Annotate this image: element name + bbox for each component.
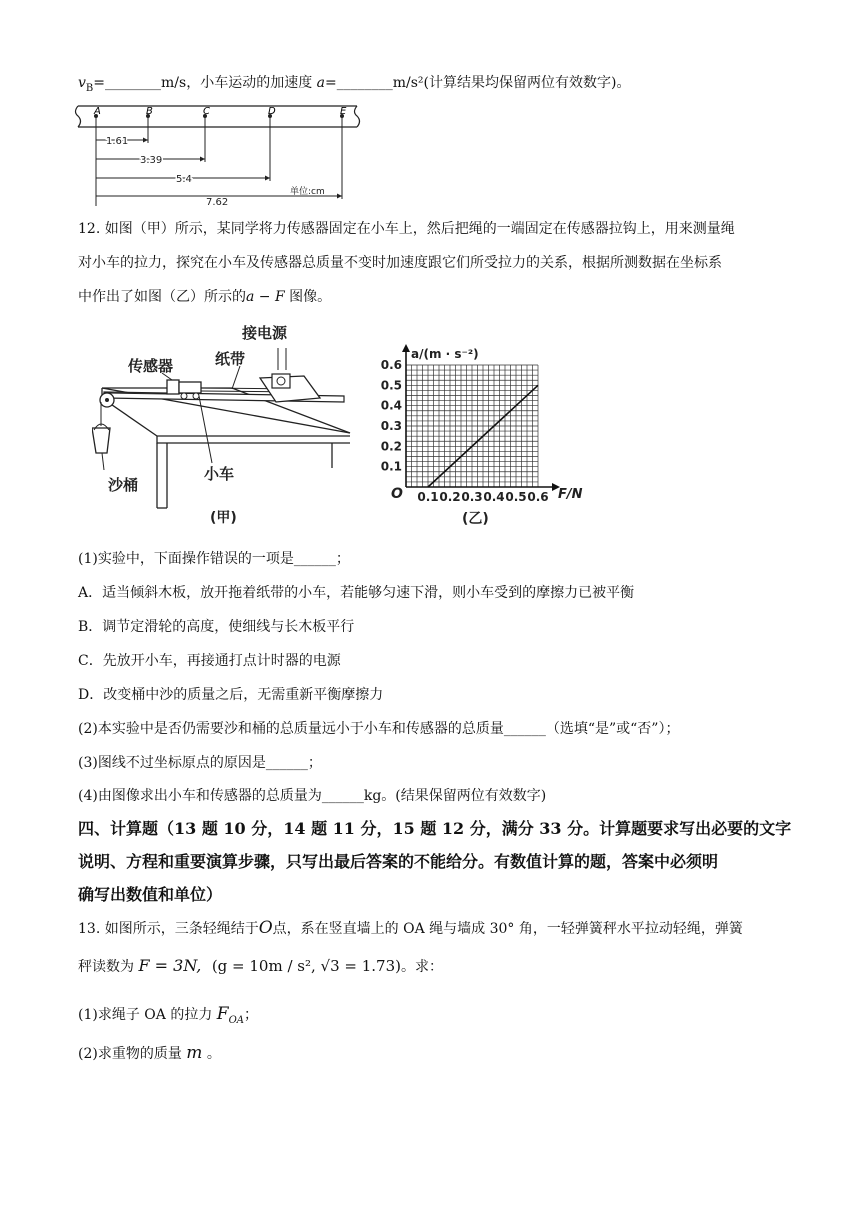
q13-line-2-end: 。求： xyxy=(401,959,443,975)
graph-grid xyxy=(406,365,538,487)
q13-part-1-end: ； xyxy=(244,1007,258,1023)
q12-line-3-end: 图像。 xyxy=(284,289,332,305)
section-4-heading-line-3: 确写出数值和单位） xyxy=(78,885,223,904)
caption-jia: (甲) xyxy=(210,510,237,526)
tape-dots xyxy=(94,114,344,118)
given-constants: (g = 10m / s², √3 = 1.73) xyxy=(211,957,401,975)
q13-part-2-end: 。 xyxy=(202,1046,221,1062)
a-symbol: a xyxy=(316,75,325,91)
tape-label-c: C xyxy=(203,106,210,117)
q12-line-3-text: 中作出了如图（乙）所示的 xyxy=(78,289,246,305)
q12-option-c: C．先放开小车，再接通打点计时器的电源 xyxy=(78,653,341,669)
q12-line-2: 对小车的拉力，探究在小车及传感器总质量不变时加速度跟它们所受拉力的关系，根据所测数据在坐标系 xyxy=(78,255,722,271)
y-tick-label: 0.4 xyxy=(380,398,402,413)
tape-label-a: A xyxy=(94,106,101,117)
point-o-symbol: O xyxy=(258,918,273,938)
apparatus-figure xyxy=(92,318,362,528)
label-tape: 纸带 xyxy=(215,350,246,368)
section-4-heading-line-2: 说明、方程和重要演算步骤，只写出最后答案的不能给分。有数值计算的题，答案中必须明 xyxy=(78,852,719,871)
a-f-graph xyxy=(378,340,600,528)
vb-symbol: v xyxy=(78,75,86,91)
q13-part-1 xyxy=(78,1004,258,1031)
tape-distance-2: 3.39 xyxy=(140,155,163,166)
q12-line-3 xyxy=(78,287,331,307)
q13-part-2 xyxy=(78,1043,221,1064)
x-tick-label: 0.6 xyxy=(527,490,549,504)
x-tick-label: 0.2 xyxy=(439,490,461,504)
q12-part-1: (1)实验中，下面操作错误的一项是______； xyxy=(78,551,350,567)
section-4-heading-line-1: 四、计算题（13 题 10 分，14 题 11 分，15 题 12 分，满分 33 分。计算题要求写出必要的文字 xyxy=(78,819,792,838)
y-tick-label: 0.1 xyxy=(380,459,402,474)
x-tick-label: 0.1 xyxy=(417,490,439,504)
graph-axes xyxy=(402,344,560,491)
label-cart: 小车 xyxy=(204,465,235,483)
paper-tape-figure xyxy=(72,102,372,208)
tape-label-e: E xyxy=(340,106,347,117)
tape-label-b: B xyxy=(146,106,153,117)
graph-origin-label: O xyxy=(391,486,403,502)
tape-distance-4: 7.62 xyxy=(206,197,229,208)
q12-part-4: (4)由图像求出小车和传感器的总质量为______kg。(结果保留两位有效数字) xyxy=(78,788,547,804)
q12-line-1: 12. 如图（甲）所示，某同学将力传感器固定在小车上，然后把绳的一端固定在传感器拉钩上，用来测量绳 xyxy=(78,221,735,237)
f-oa-symbol: F xyxy=(216,1004,229,1024)
x-tick-label: 0.3 xyxy=(461,490,483,504)
f-oa-subscript: OA xyxy=(228,1014,244,1026)
graph-y-axis-label: a/(m · s⁻²) xyxy=(411,347,479,361)
force-equation: F = 3N, xyxy=(138,956,202,975)
label-power: 接电源 xyxy=(242,324,288,342)
tape-label-d: D xyxy=(268,106,276,117)
label-sensor: 传感器 xyxy=(128,357,174,375)
q13-line-1-text: 13. 如图所示，三条轻绳结于 xyxy=(78,921,259,937)
q12-part-2: (2)本实验中是否仍需要沙和桶的总质量远小于小车和传感器的总质量______（选填“是”或“否”）； xyxy=(78,721,680,737)
tape-unit: 单位:cm xyxy=(290,187,325,197)
q11-mid-text: =________m/s，小车运动的加速度 xyxy=(93,75,317,91)
y-tick-label: 0.3 xyxy=(380,419,402,433)
vb-subscript: B xyxy=(85,82,94,94)
q13-line-2 xyxy=(78,956,443,977)
q12-part-3: (3)图线不过坐标原点的原因是______； xyxy=(78,755,322,771)
q12-option-a: A．适当倾斜木板，放开拖着纸带的小车，若能够匀速下滑，则小车受到的摩擦力已被平衡 xyxy=(78,585,635,601)
q11-suffix-text: =________m/s²(计算结果均保留两位有效数字)。 xyxy=(325,75,631,91)
y-tick-label: 0.6 xyxy=(380,358,402,372)
mass-symbol: m xyxy=(186,1043,203,1063)
x-tick-label: 0.4 xyxy=(483,490,505,504)
q13-part-2-text: (2)求重物的质量 xyxy=(78,1046,187,1062)
y-tick-label: 0.2 xyxy=(380,439,402,454)
a-f-symbol: a − F xyxy=(246,289,285,305)
graph-x-axis-label: F/N xyxy=(558,487,583,502)
q12-option-b: B．调节定滑轮的高度，使细线与长木板平行 xyxy=(78,619,355,635)
label-bucket: 沙桶 xyxy=(108,476,139,494)
q11-answer-line xyxy=(78,73,630,99)
caption-yi: (乙) xyxy=(462,511,489,527)
y-axis-arrow xyxy=(402,344,410,352)
tape-distance-3: 5.4 xyxy=(176,174,192,185)
x-tick-label: 0.5 xyxy=(505,490,527,504)
q13-line-2-text: 秤读数为 xyxy=(78,959,134,975)
tape-distance-1: 1.61 xyxy=(106,136,129,147)
q13-line-1-end: 点，系在竖直墙上的 OA 绳与墙成 30° 角，一轻弹簧秤水平拉动轻绳，弹簧 xyxy=(272,921,743,937)
q13-line-1 xyxy=(78,918,743,939)
q13-part-1-text: (1)求绳子 OA 的拉力 xyxy=(78,1007,217,1023)
q12-option-d: D．改变桶中沙的质量之后，无需重新平衡摩擦力 xyxy=(78,687,384,703)
y-tick-label: 0.5 xyxy=(380,378,402,393)
